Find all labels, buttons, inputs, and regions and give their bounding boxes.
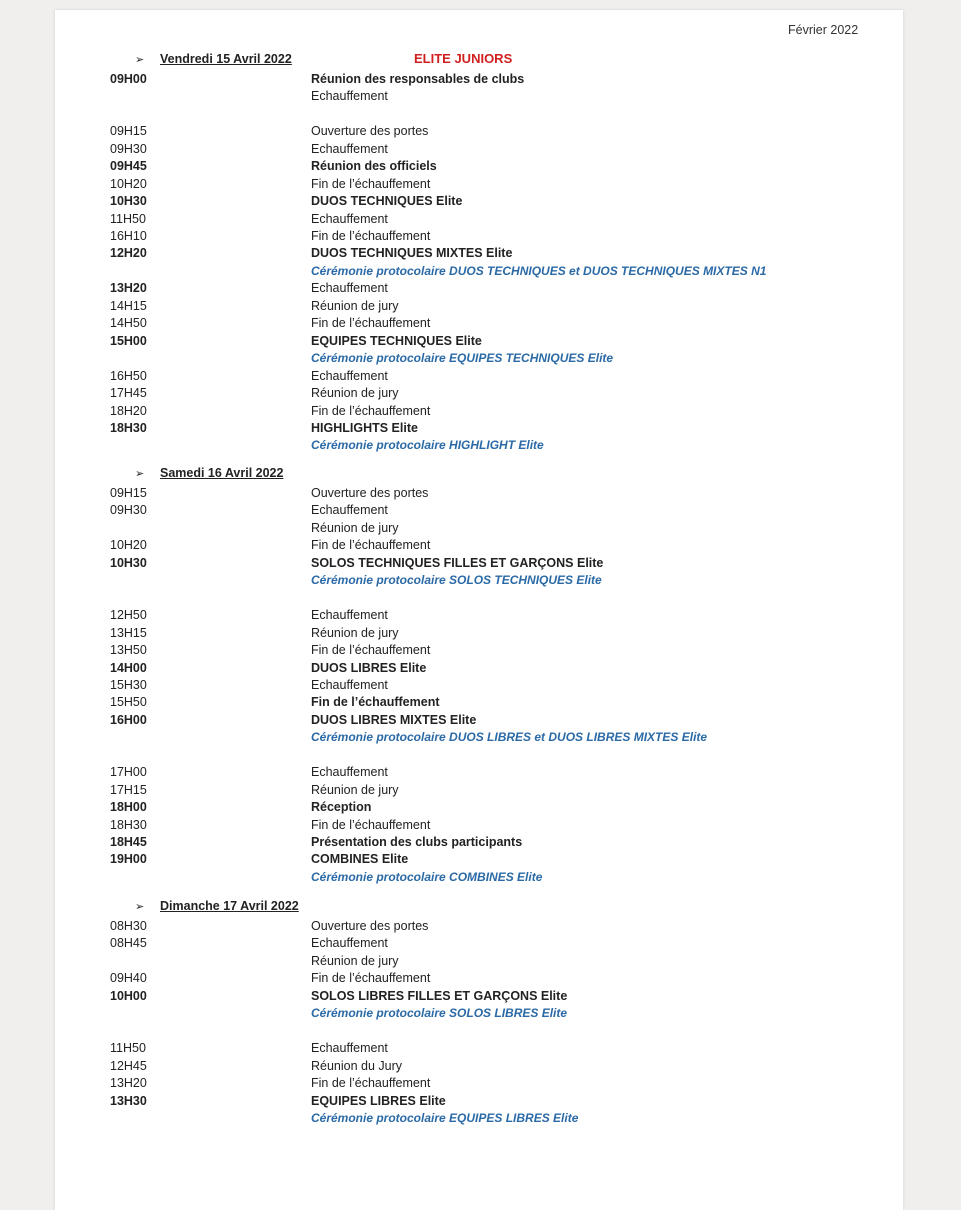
row-time: 16H50 [110, 369, 147, 383]
schedule-row [0, 695, 961, 712]
row-event: Echauffement [311, 281, 388, 295]
row-time: 18H30 [110, 421, 147, 435]
row-event: Echauffement [311, 936, 388, 950]
row-event: SOLOS TECHNIQUES FILLES ET GARÇONS Elite [311, 556, 604, 570]
row-event: Réunion de jury [311, 783, 399, 797]
schedule-row [0, 538, 961, 555]
schedule-row [0, 989, 961, 1006]
schedule-row [0, 89, 961, 106]
ceremony-row [0, 438, 961, 455]
row-time: 09H40 [110, 971, 147, 985]
row-event: Fin de l’échauffement [311, 1076, 431, 1090]
schedule-row [0, 643, 961, 660]
row-time: 12H20 [110, 246, 147, 260]
schedule-row [0, 1094, 961, 1111]
row-event: DUOS TECHNIQUES MIXTES Elite [311, 246, 513, 260]
row-time: 10H20 [110, 177, 147, 191]
row-time: 08H45 [110, 936, 147, 950]
row-time: 13H30 [110, 1094, 147, 1108]
document-title: ELITE JUNIORS [414, 51, 513, 66]
row-event: Cérémonie protocolaire COMBINES Elite [311, 870, 543, 884]
schedule-row [0, 486, 961, 503]
row-event: Fin de l’échauffement [311, 404, 431, 418]
row-event: Fin de l’échauffement [311, 538, 431, 552]
day-heading [135, 52, 292, 66]
day-label: Dimanche 17 Avril 2022 [160, 899, 299, 913]
row-time: 16H00 [110, 713, 147, 727]
ceremony-row [0, 573, 961, 590]
bullet-arrow-icon: ➢ [135, 54, 145, 66]
row-event: Fin de l’échauffement [311, 229, 431, 243]
schedule-row [0, 800, 961, 817]
row-time: 11H50 [110, 212, 146, 226]
schedule-row [0, 713, 961, 730]
schedule-row [0, 852, 961, 869]
row-event: Fin de l’échauffement [311, 818, 431, 832]
schedule-row [0, 421, 961, 438]
row-event: DUOS LIBRES MIXTES Elite [311, 713, 477, 727]
row-time: 14H15 [110, 299, 147, 313]
schedule-row [0, 404, 961, 421]
schedule-row [0, 521, 961, 538]
row-time: 17H15 [110, 783, 147, 797]
row-event: Fin de l’échauffement [311, 643, 431, 657]
row-event: Réunion de jury [311, 299, 399, 313]
ceremony-row [0, 351, 961, 368]
row-event: Cérémonie protocolaire DUOS TECHNIQUES et DUOS TECHNIQUES MIXTES N1 [311, 264, 767, 278]
schedule-row [0, 971, 961, 988]
row-event: Echauffement [311, 89, 388, 103]
row-event: Réunion des officiels [311, 159, 437, 173]
row-time: 10H20 [110, 538, 147, 552]
row-time: 13H20 [110, 1076, 147, 1090]
row-time: 09H15 [110, 486, 147, 500]
row-event: Echauffement [311, 678, 388, 692]
row-time: 18H20 [110, 404, 147, 418]
schedule-row [0, 503, 961, 520]
row-event: Réunion de jury [311, 521, 399, 535]
ceremony-row [0, 1006, 961, 1023]
row-time: 09H00 [110, 72, 147, 86]
schedule-row [0, 936, 961, 953]
document-date: Février 2022 [788, 23, 859, 37]
schedule-row [0, 124, 961, 141]
schedule-row [0, 608, 961, 625]
row-time: 15H00 [110, 334, 147, 348]
schedule-row [0, 212, 961, 229]
schedule-row [0, 299, 961, 316]
ceremony-row [0, 870, 961, 887]
row-time: 11H50 [110, 1041, 146, 1055]
schedule-row [0, 334, 961, 351]
schedule-row [0, 661, 961, 678]
row-time: 13H50 [110, 643, 147, 657]
row-event: Cérémonie protocolaire EQUIPES LIBRES Elite [311, 1111, 579, 1125]
row-event: EQUIPES LIBRES Elite [311, 1094, 446, 1108]
day-heading [135, 899, 299, 913]
row-event: Présentation des clubs participants [311, 835, 523, 849]
schedule-row [0, 246, 961, 263]
row-time: 10H00 [110, 989, 147, 1003]
schedule-row [0, 229, 961, 246]
row-event: Ouverture des portes [311, 486, 429, 500]
row-event: EQUIPES TECHNIQUES Elite [311, 334, 482, 348]
row-event: Fin de l’échauffement [311, 316, 431, 330]
row-time: 14H00 [110, 661, 147, 675]
row-event: Ouverture des portes [311, 124, 429, 138]
schedule-row [0, 281, 961, 298]
row-event: Cérémonie protocolaire SOLOS LIBRES Elite [311, 1006, 568, 1020]
row-event: Réunion des responsables de clubs [311, 72, 525, 86]
schedule-row [0, 765, 961, 782]
bullet-arrow-icon: ➢ [135, 901, 145, 913]
row-time: 17H00 [110, 765, 147, 779]
day-label: Samedi 16 Avril 2022 [160, 466, 284, 480]
schedule-row [0, 678, 961, 695]
schedule-row [0, 72, 961, 89]
row-event: HIGHLIGHTS Elite [311, 421, 418, 435]
row-event: Echauffement [311, 369, 388, 383]
row-time: 10H30 [110, 556, 147, 570]
ceremony-row [0, 730, 961, 747]
row-event: Cérémonie protocolaire HIGHLIGHT Elite [311, 438, 544, 452]
day-heading [135, 466, 283, 480]
row-event: Fin de l’échauffement [311, 971, 431, 985]
row-event: DUOS TECHNIQUES Elite [311, 194, 463, 208]
row-event: Cérémonie protocolaire EQUIPES TECHNIQUES Elite [311, 351, 614, 365]
row-event: Echauffement [311, 503, 388, 517]
row-event: SOLOS LIBRES FILLES ET GARÇONS Elite [311, 989, 568, 1003]
bullet-arrow-icon: ➢ [135, 468, 145, 480]
row-time: 10H30 [110, 194, 147, 208]
schedule-row [0, 159, 961, 176]
row-time: 14H50 [110, 316, 147, 330]
schedule-row [0, 835, 961, 852]
row-time: 18H30 [110, 818, 147, 832]
ceremony-row [0, 264, 961, 281]
row-event: Réunion de jury [311, 954, 399, 968]
row-event: Réunion du Jury [311, 1059, 403, 1073]
row-time: 15H30 [110, 678, 147, 692]
row-event: Fin de l’échauffement [311, 695, 440, 709]
schedule-row [0, 1059, 961, 1076]
row-time: 15H50 [110, 695, 147, 709]
schedule-row [0, 919, 961, 936]
row-time: 16H10 [110, 229, 147, 243]
row-event: Réception [311, 800, 372, 814]
row-event: Echauffement [311, 212, 388, 226]
schedule-row [0, 369, 961, 386]
schedule-row [0, 142, 961, 159]
schedule-row [0, 818, 961, 835]
row-time: 18H00 [110, 800, 147, 814]
schedule-row [0, 177, 961, 194]
row-event: Echauffement [311, 765, 388, 779]
row-time: 13H15 [110, 626, 147, 640]
row-event: Cérémonie protocolaire DUOS LIBRES et DUOS LIBRES MIXTES Elite [311, 730, 708, 744]
row-time: 13H20 [110, 281, 147, 295]
row-event: Echauffement [311, 142, 388, 156]
row-time: 12H50 [110, 608, 147, 622]
row-event: Cérémonie protocolaire SOLOS TECHNIQUES Elite [311, 573, 602, 587]
schedule-row [0, 626, 961, 643]
schedule-row [0, 954, 961, 971]
row-event: Echauffement [311, 608, 388, 622]
row-event: Fin de l’échauffement [311, 177, 431, 191]
row-time: 18H45 [110, 835, 147, 849]
ceremony-row [0, 1111, 961, 1128]
row-time: 08H30 [110, 919, 147, 933]
row-time: 09H30 [110, 142, 147, 156]
row-time: 12H45 [110, 1059, 147, 1073]
row-event: Réunion de jury [311, 386, 399, 400]
row-time: 09H30 [110, 503, 147, 517]
schedule-row [0, 783, 961, 800]
schedule-row [0, 1041, 961, 1058]
row-time: 09H45 [110, 159, 147, 173]
schedule-row [0, 194, 961, 211]
schedule-row [0, 386, 961, 403]
row-event: Réunion de jury [311, 626, 399, 640]
row-event: COMBINES Elite [311, 852, 409, 866]
row-time: 09H15 [110, 124, 147, 138]
schedule-row [0, 316, 961, 333]
day-label: Vendredi 15 Avril 2022 [160, 52, 292, 66]
row-event: DUOS LIBRES Elite [311, 661, 427, 675]
schedule-row [0, 1076, 961, 1093]
schedule-row [0, 556, 961, 573]
row-event: Echauffement [311, 1041, 388, 1055]
row-time: 19H00 [110, 852, 147, 866]
row-event: Ouverture des portes [311, 919, 429, 933]
row-time: 17H45 [110, 386, 147, 400]
